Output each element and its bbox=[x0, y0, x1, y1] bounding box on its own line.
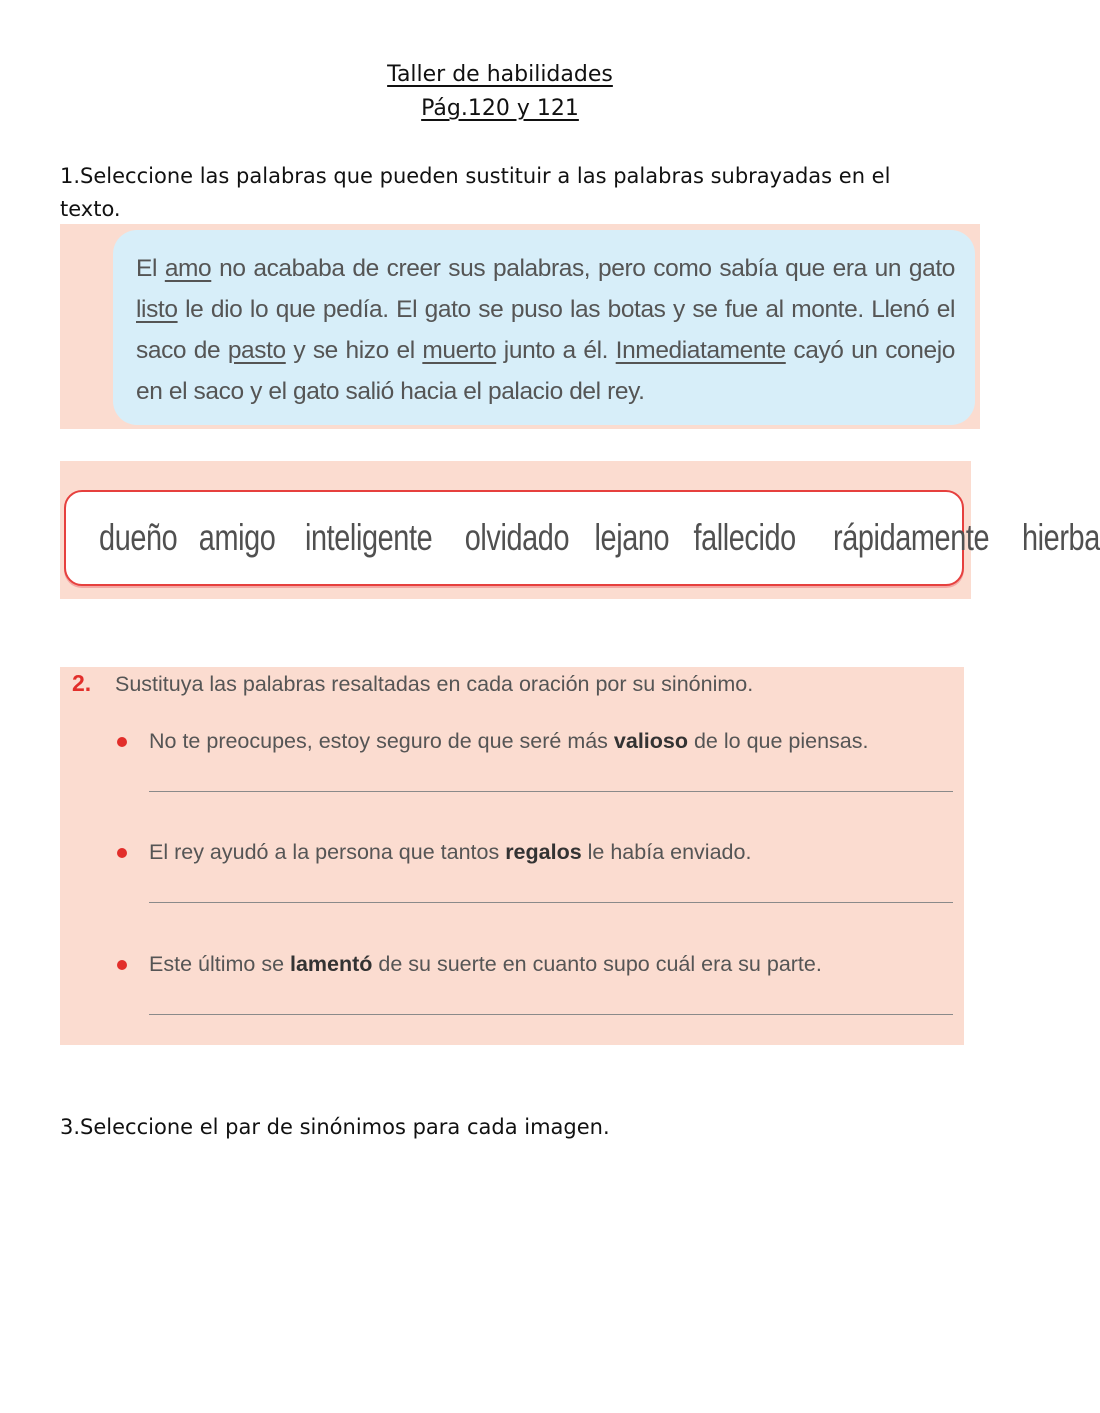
reading-passage-box bbox=[113, 230, 975, 425]
exercise-2-item bbox=[115, 840, 955, 950]
passage-text: El bbox=[136, 255, 165, 282]
question-1-prompt: 1.Seleccione las palabras que pueden sustituir a las palabras subrayadas en el texto. bbox=[60, 164, 891, 221]
answer-line[interactable] bbox=[149, 791, 953, 792]
word-bank-option[interactable]: hierba bbox=[1021, 517, 1100, 558]
bullet-dot bbox=[117, 737, 127, 747]
underlined-word: listo bbox=[136, 296, 178, 323]
exercise-2-panel bbox=[60, 667, 964, 1045]
passage-text: y se hizo el bbox=[285, 337, 423, 364]
page-title: Taller de habilidades bbox=[387, 62, 613, 87]
underlined-word: muerto bbox=[422, 337, 497, 364]
answer-line[interactable] bbox=[149, 1014, 953, 1015]
passage-text: cayó un conejo en el saco y el gato salió hacia el palacio del rey. bbox=[136, 337, 955, 405]
highlighted-word: regalos bbox=[505, 840, 582, 864]
question-3-prompt: 3.Seleccione el par de sinónimos para cada imagen. bbox=[60, 1115, 610, 1139]
reading-passage bbox=[136, 248, 955, 412]
bullet-dot bbox=[117, 848, 127, 858]
word-bank-option[interactable]: inteligente bbox=[304, 517, 432, 558]
exercise-2-number: 2. bbox=[72, 670, 92, 696]
underlined-word: Inmediatamente bbox=[615, 337, 786, 364]
exercise-2-instruction: Sustituya las palabras resaltadas en cada oración por su sinónimo. bbox=[115, 672, 754, 696]
word-bank-option[interactable]: lejano bbox=[594, 517, 669, 558]
word-bank-option[interactable]: amigo bbox=[199, 517, 276, 558]
exercise-2-item bbox=[115, 729, 955, 839]
word-bank-option[interactable]: olvidado bbox=[464, 517, 569, 558]
word-bank-list bbox=[66, 492, 1100, 584]
passage-text: junto a él. bbox=[496, 337, 616, 364]
highlighted-word: lamentó bbox=[290, 952, 373, 976]
word-bank bbox=[64, 490, 1100, 586]
underlined-word: amo bbox=[164, 255, 212, 282]
answer-line[interactable] bbox=[149, 902, 953, 903]
word-bank-option[interactable]: dueño bbox=[99, 517, 178, 558]
exercise-2-item bbox=[115, 952, 955, 1062]
page-subtitle: Pág.120 y 121 bbox=[421, 96, 579, 121]
word-bank-option[interactable]: fallecido bbox=[693, 517, 797, 558]
exercise-2-sentence: El rey ayudó a la persona que tantos regalos le había enviado. bbox=[149, 840, 752, 864]
bullet-dot bbox=[117, 960, 127, 970]
underlined-word: pasto bbox=[227, 337, 286, 364]
word-bank-option[interactable]: rápidamente bbox=[832, 517, 989, 558]
exercise-2-sentence: No te preocupes, estoy seguro de que seré más valioso de lo que piensas. bbox=[149, 729, 869, 753]
highlighted-word: valioso bbox=[613, 729, 688, 753]
exercise-2-sentence: Este último se lamentó de su suerte en cuanto supo cuál era su parte. bbox=[149, 952, 822, 976]
passage-text: no acababa de creer sus palabras, pero como sabía que era un gato bbox=[211, 255, 955, 282]
passage-text: le dio lo que pedía. El gato se puso las botas y se fue al monte. Llenó el saco de bbox=[136, 296, 955, 364]
